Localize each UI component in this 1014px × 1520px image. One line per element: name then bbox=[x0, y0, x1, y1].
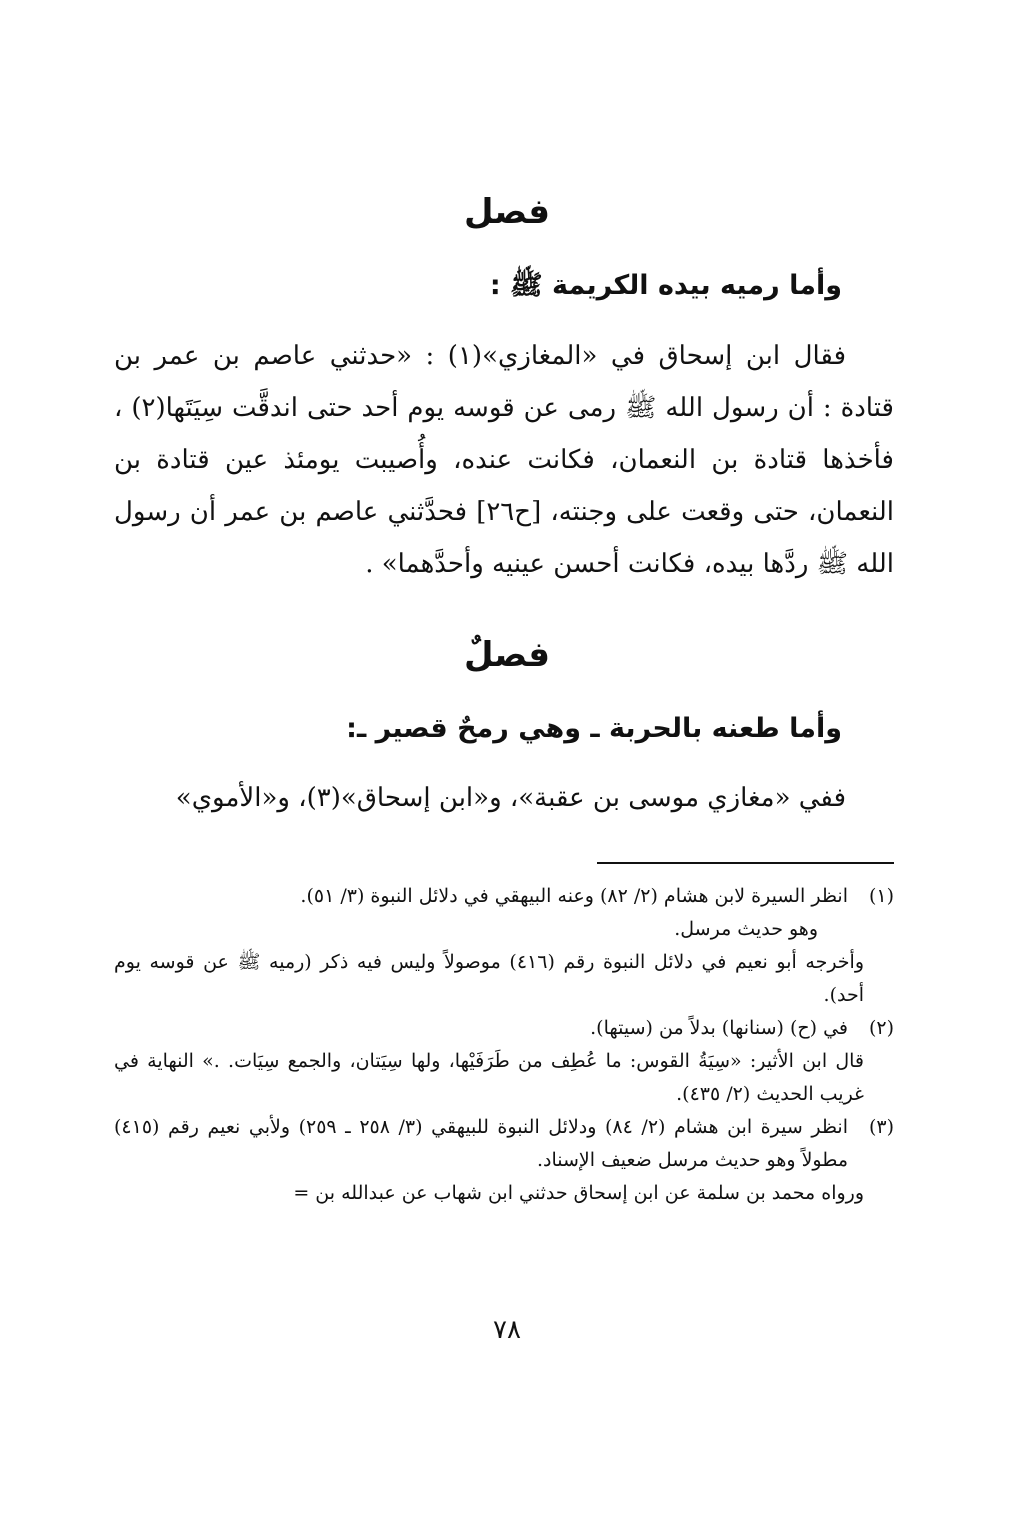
footnote-continuation: ورواه محمد بن سلمة عن ابن إسحاق حدثني ابن شهاب عن عبدالله بن = bbox=[293, 1182, 864, 1204]
footnote-continuation: قال ابن الأثير: «سِيَةُ القوس: ما عُطِف من طَرَفَيْها، ولها سِيَتان، والجمع سِيَات. .» النهاية في غريب الحديث (٢/ ٤٣٥). bbox=[114, 1050, 864, 1105]
footnote-number: (٢) bbox=[868, 1017, 894, 1039]
footnote-line: انظر سيرة ابن هشام (٢/ ٨٤) ودلائل النبوة للبيهقي (٣/ ٢٥٨ ـ ٢٥٩) ولأبي نعيم رقم (٤١٥) مطولاً وهو حديث مرسل ضعيف الإسناد. bbox=[114, 1116, 848, 1171]
footnote-line: وهو حديث مرسل. bbox=[674, 918, 818, 940]
footnote-1 bbox=[114, 880, 894, 946]
paragraph-text: فقال ابن إسحاق في «المغازي»(١) : «حدثني عاصم بن عمر بن قتادة : أن رسول الله ﷺ رمى عن قوسه يوم أحد حتى اندقَّت سِيَتَها(٢) ، فأخذها قتادة بن النعمان، فكانت عنده، وأُصيبت يومئذ عين قتادة بن النعمان، حتى وقعت على وجنته، [ح٢٦] فحدَّثني عاصم بن عمر أن رسول الله ﷺ ردَّها بيده، فكانت أحسن عينيه وأحدَّهما» . bbox=[114, 341, 894, 579]
footnotes bbox=[114, 880, 894, 1210]
footnote-number: (٣) bbox=[868, 1116, 894, 1138]
section-paragraph-1 bbox=[114, 330, 894, 590]
paragraph-text: ففي «مغازي موسى بن عقبة»، و«ابن إسحاق»(٣)، و«الأموي» bbox=[175, 783, 846, 813]
footnote-body bbox=[114, 1111, 848, 1177]
footnote-body bbox=[114, 880, 848, 946]
section-heading-1: فصل bbox=[463, 192, 551, 232]
footnote-2 bbox=[114, 1012, 894, 1045]
section-heading-2: فصلٌ bbox=[463, 635, 551, 675]
footnote-3 bbox=[114, 1111, 894, 1177]
footnote-separator bbox=[597, 862, 894, 864]
section-subheading-1: وأما رميه بيده الكريمة ﷺ : bbox=[489, 270, 842, 301]
page-number: ٧٨ bbox=[493, 1315, 521, 1345]
footnote-body bbox=[114, 1012, 848, 1045]
footnote-line: في (ح) (سنانها) بدلاً من (سيتها). bbox=[590, 1017, 848, 1039]
footnote-number: (١) bbox=[868, 885, 894, 907]
footnote-line: انظر السيرة لابن هشام (٢/ ٨٢) وعنه البيهقي في دلائل النبوة (٣/ ٥١). bbox=[300, 885, 848, 907]
footnote-continuation: وأخرجه أبو نعيم في دلائل النبوة رقم (٤١٦) موصولاً وليس فيه ذكر (رميه ﷺ عن قوسه يوم أحد). bbox=[114, 951, 864, 1006]
section-paragraph-2 bbox=[114, 772, 894, 824]
section-subheading-2: وأما طعنه بالحربة ـ وهي رمحٌ قصير ـ: bbox=[346, 713, 842, 744]
